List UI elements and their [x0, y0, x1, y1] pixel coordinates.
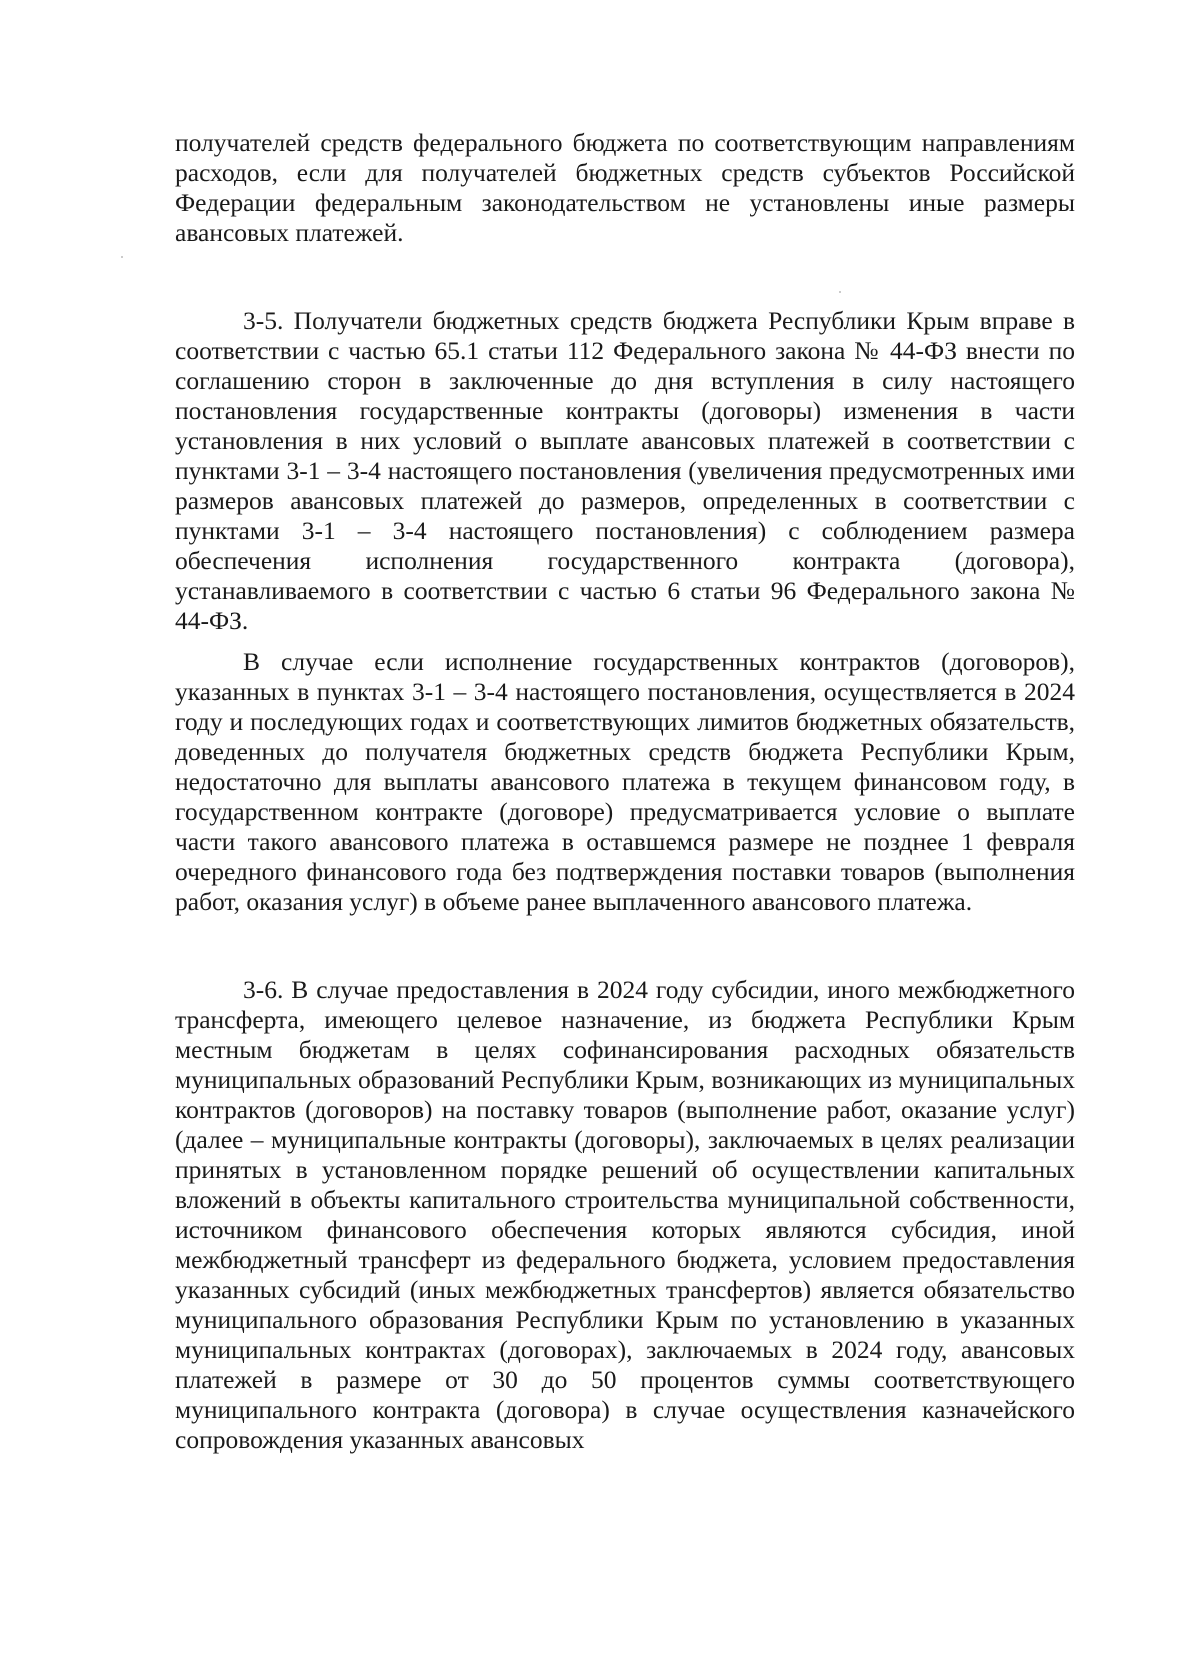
- paragraph-clause-3-5: 3-5. Получатели бюджетных средств бюджета Республики Крым вправе в соответствии с частью 65.1 статьи 112 Федерального закона № 44-ФЗ внести по соглашению сторон в заключенные до дня вступления в силу настоящего постановления государственные контракты (договоры) изменения в части установления в них условий о выплате авансовых платежей в соответствии с пунктами 3-1 – 3-4 настоящего постановления (увеличения предусмотренных ими размеров авансовых платежей до размеров, определенных в соответствии с пунктами 3-1 – 3-4 настоящего постановления) с соблюдением размера обеспечения исполнения государственного контракта (договора), устанавливаемого в соответствии с частью 6 статьи 96 Федерального закона № 44-ФЗ.: [175, 306, 1075, 635]
- scan-speck: [121, 256, 123, 258]
- paragraph-continuation: получателей средств федерального бюджета по соответствующим направлениям расходов, если для получателей бюджетных средств субъектов Российской Федерации федеральным законодательством не установлены иные размеры авансовых платежей.: [175, 128, 1075, 247]
- paragraph-clause-3-6: 3-6. В случае предоставления в 2024 году субсидии, иного межбюджетного трансферта, имеющего целевое назначение, из бюджета Республики Крым местным бюджетам в целях софинансирования расходных обязательств муниципальных образований Республики Крым, возникающих из муниципальных контрактов (договоров) на поставку товаров (выполнение работ, оказание услуг) (далее – муниципальные контракты (договоры), заключаемых в целях реализации принятых в установленном порядке решений об осуществлении капитальных вложений в объекты капитального строительства муниципальной собственности, источником финансового обеспечения которых являются субсидия, иной межбюджетный трансферт из федерального бюджета, условием предоставления указанных субсидий (иных межбюджетных трансфертов) является обязательство муниципального образования Республики Крым по установлению в указанных муниципальных контрактах (договорах), заключаемых в 2024 году, авансовых платежей в размере от 30 до 50 процентов суммы соответствующего муниципального контракта (договора) в случае осуществления казначейского сопровождения указанных авансовых: [175, 975, 1075, 1454]
- document-body: [175, 128, 1075, 1455]
- paragraph-clause-3-5-case: В случае если исполнение государственных контрактов (договоров), указанных в пунктах 3-1 – 3-4 настоящего постановления, осуществляется в 2024 году и последующих годах и соответствующих лимитов бюджетных обязательств, доведенных до получателя бюджетных средств бюджета Республики Крым, недостаточно для выплаты авансового платежа в текущем финансовом году, в государственном контракте (договоре) предусматривается условие о выплате части такого авансового платежа в оставшемся размере не позднее 1 февраля очередного финансового года без подтверждения поставки товаров (выполнения работ, оказания услуг) в объеме ранее выплаченного авансового платежа.: [175, 647, 1075, 916]
